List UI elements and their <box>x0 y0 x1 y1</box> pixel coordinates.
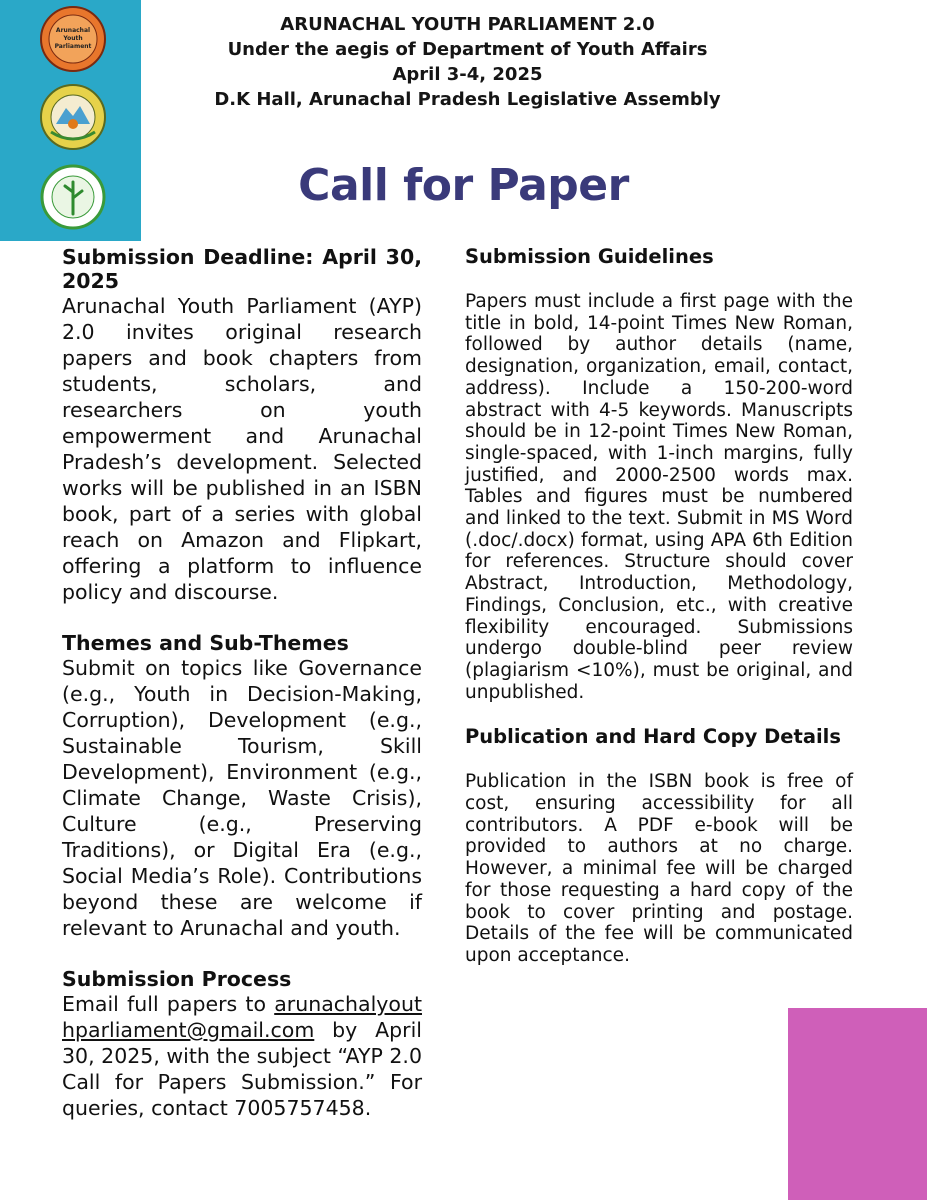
publication-heading: Publication and Hard Copy Details <box>465 725 841 749</box>
organizer-line: Under the aegis of Department of Youth Affairs <box>227 39 708 60</box>
svg-text:Arunachal: Arunachal <box>55 27 91 34</box>
guidelines-paragraph: Papers must include a first page with the title in bold, 14-point Times New Roman, followed by author details (name, designation, organization, email, contact, address). Include a 150-200-word abstract with 4-5 keywords. Manuscripts should be in 12-point Times New Roman, single-spaced, with 1-inch margins, fully justified, and 2000-2500 words max. Tables and figures must be numbered and linked to the text. Submit in MS Word (.doc/.docx) format, using APA 6th Edition for references. Structure should cover Abstract, Introduction, Methodology, Findings, Conclusion, etc., with creative flexibility encouraged. Submissions undergo double-blind peer review (plagiarism <10%), must be original, and unpublished. <box>465 291 853 703</box>
process-heading: Submission Process <box>62 967 292 991</box>
email-link[interactable]: arunachalyouthparliament@gmail.com <box>62 992 422 1042</box>
right-column <box>465 245 853 967</box>
event-header <box>150 12 785 112</box>
svg-text:Parliament: Parliament <box>54 43 92 50</box>
svg-text:Youth: Youth <box>63 35 83 42</box>
page-title: Call for Paper <box>298 160 629 211</box>
event-venue: D.K Hall, Arunachal Pradesh Legislative Assembly <box>214 89 721 110</box>
event-dates: April 3-4, 2025 <box>392 64 543 85</box>
publication-paragraph: Publication in the ISBN book is free of cost, ensuring accessibility for all contributors. A PDF e-book will be provided to authors at no charge. However, a minimal fee will be charged for those requesting a hard copy of the book to cover printing and postage. Details of the fee will be communicated upon acceptance. <box>465 771 853 966</box>
arunachal-youth-parliament-logo <box>26 6 120 72</box>
process-paragraph: Email full papers to arunachalyouthparliament@gmail.com by April 30, 2025, with the subject “AYP 2.0 Call for Papers Submission.” For queries, contact 7005757458. <box>62 992 422 1120</box>
department-of-youth-affairs-emblem <box>26 84 120 150</box>
themes-heading: Themes and Sub-Themes <box>62 631 349 655</box>
event-name: ARUNACHAL YOUTH PARLIAMENT 2.0 <box>280 14 655 35</box>
left-column <box>62 245 422 1121</box>
intro-paragraph: Arunachal Youth Parliament (AYP) 2.0 invites original research papers and book chapters from students, scholars, and researchers on youth empowerment and Arunachal Pradesh’s development. Selected works will be published in an ISBN book, part of a series with global reach on Amazon and Flipkart, offering a platform to influence policy and discourse. <box>62 294 422 604</box>
hills-society-logo <box>26 164 120 230</box>
decorative-pink-block <box>788 1008 927 1200</box>
guidelines-heading: Submission Guidelines <box>465 245 714 268</box>
themes-paragraph: Submit on topics like Governance (e.g., Youth in Decision-Making, Corruption), Development (e.g., Sustainable Tourism, Skill Development), Environment (e.g., Climate Change, Waste Crisis), Culture (e.g., Preserving Traditions), or Digital Era (e.g., Social Media’s Role). Contributions beyond these are welcome if relevant to Arunachal and youth. <box>62 656 422 940</box>
deadline-heading: Submission Deadline: April 30, 2025 <box>62 245 422 293</box>
